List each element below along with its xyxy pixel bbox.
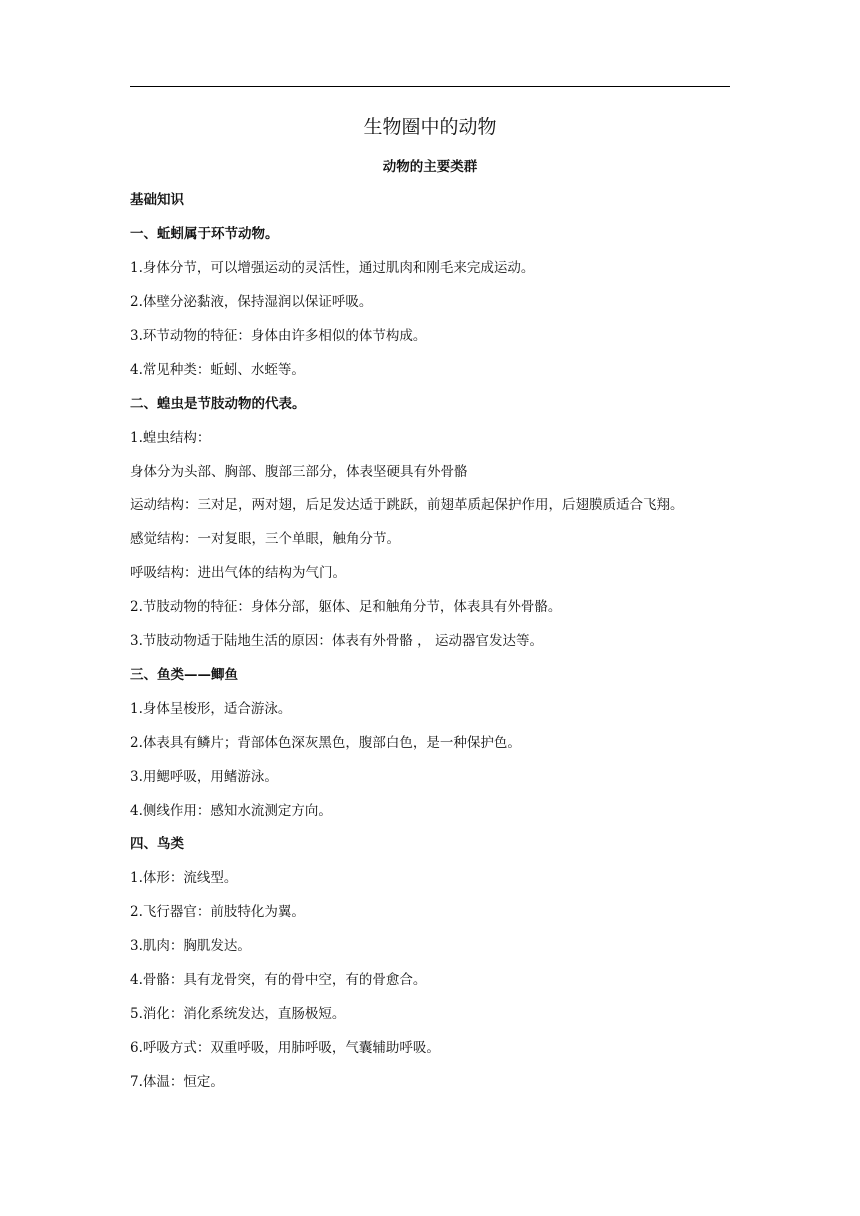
text-line: 1.身体分节，可以增强运动的灵活性，通过肌肉和刚毛来完成运动。 <box>130 260 535 276</box>
text-line: 1.蝗虫结构： <box>130 430 211 446</box>
text-line: 7.体温：恒定。 <box>130 1074 224 1090</box>
text-line: 1.身体呈梭形，适合游泳。 <box>130 701 292 717</box>
section-heading-earthworm: 一、蚯蚓属于环节动物。 <box>130 226 279 242</box>
text-line: 3.环节动物的特征：身体由许多相似的体节构成。 <box>130 328 427 344</box>
section-heading-locust: 二、蝗虫是节肢动物的代表。 <box>130 396 306 412</box>
header-rule <box>130 86 730 87</box>
text-line: 4.侧线作用：感知水流测定方向。 <box>130 803 332 819</box>
text-line: 2.节肢动物的特征：身体分部，躯体、足和触角分节，体表具有外骨骼。 <box>130 599 562 615</box>
text-line: 3.肌肉：胸肌发达。 <box>130 938 251 954</box>
text-line: 4.骨骼：具有龙骨突，有的骨中空，有的骨愈合。 <box>130 972 427 988</box>
text-line: 身体分为头部、胸部、腹部三部分，体表坚硬具有外骨骼 <box>130 464 468 480</box>
text-line: 感觉结构：一对复眼，三个单眼，触角分节。 <box>130 531 400 547</box>
section-heading-birds: 四、鸟类 <box>130 836 184 852</box>
section-heading-basics: 基础知识 <box>130 192 184 208</box>
section-heading-fish: 三、鱼类——鲫鱼 <box>130 667 238 683</box>
text-line: 3.用鳃呼吸，用鳍游泳。 <box>130 769 278 785</box>
text-line: 5.消化：消化系统发达，直肠极短。 <box>130 1006 346 1022</box>
text-line: 呼吸结构：进出气体的结构为气门。 <box>130 565 346 581</box>
document-title: 生物圈中的动物 <box>363 116 497 138</box>
text-line: 4.常见种类：蚯蚓、水蛭等。 <box>130 362 305 378</box>
text-line: 1.体形：流线型。 <box>130 870 238 886</box>
text-line: 2.体表具有鳞片；背部体色深灰黑色，腹部白色，是一种保护色。 <box>130 735 521 751</box>
text-line: 运动结构：三对足，两对翅，后足发达适于跳跃，前翅革质起保护作用，后翅膜质适合飞翔。 <box>130 497 684 513</box>
text-line: 2.飞行器官：前肢特化为翼。 <box>130 904 305 920</box>
text-line: 2.体壁分泌黏液，保持湿润以保证呼吸。 <box>130 294 373 310</box>
text-line: 6.呼吸方式：双重呼吸，用肺呼吸，气囊辅助呼吸。 <box>130 1040 440 1056</box>
text-line: 3.节肢动物适于陆地生活的原因：体表有外骨骼 ， 运动器官发达等。 <box>130 633 543 649</box>
document-subtitle: 动物的主要类群 <box>382 159 478 175</box>
